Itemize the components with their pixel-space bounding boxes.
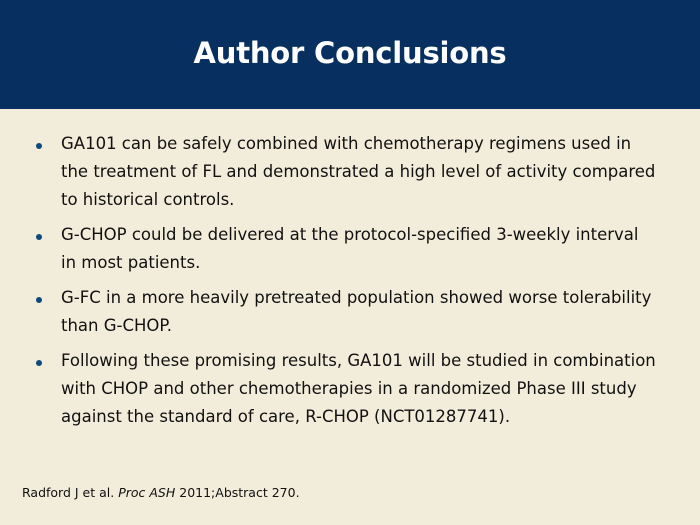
bullet-text: Following these promising results, GA101 will be studied in combination with CHOP and other chemotherapies in a randomized Phase III study against the standard of care, R-CHOP (NCT01287741). xyxy=(61,351,656,426)
reference-details: 2011;Abstract 270. xyxy=(179,485,300,500)
bullet-text: GA101 can be safely combined with chemotherapy regimens used in the treatment of FL and demonstrated a high level of activity compared to historical controls. xyxy=(61,134,656,209)
bullet-dot-icon xyxy=(36,143,42,149)
bullet-text: G-FC in a more heavily pretreated population showed worse tolerability than G-CHOP. xyxy=(61,288,652,335)
bullet-dot-icon xyxy=(36,297,42,303)
title-bar xyxy=(0,0,700,109)
bullet-item xyxy=(36,347,656,431)
bullet-item xyxy=(36,221,656,277)
reference-authors: Radford J et al. xyxy=(22,485,115,500)
bullet-dot-icon xyxy=(36,360,42,366)
slide-title: Author Conclusions xyxy=(193,35,507,70)
reference-citation xyxy=(22,485,300,500)
bullet-text: G-CHOP could be delivered at the protocol-specified 3-weekly interval in most patients. xyxy=(61,225,639,272)
reference-journal: Proc ASH xyxy=(118,485,176,500)
bullet-list xyxy=(36,130,656,438)
bullet-dot-icon xyxy=(36,234,42,240)
bullet-item xyxy=(36,284,656,340)
bullet-item xyxy=(36,130,656,214)
